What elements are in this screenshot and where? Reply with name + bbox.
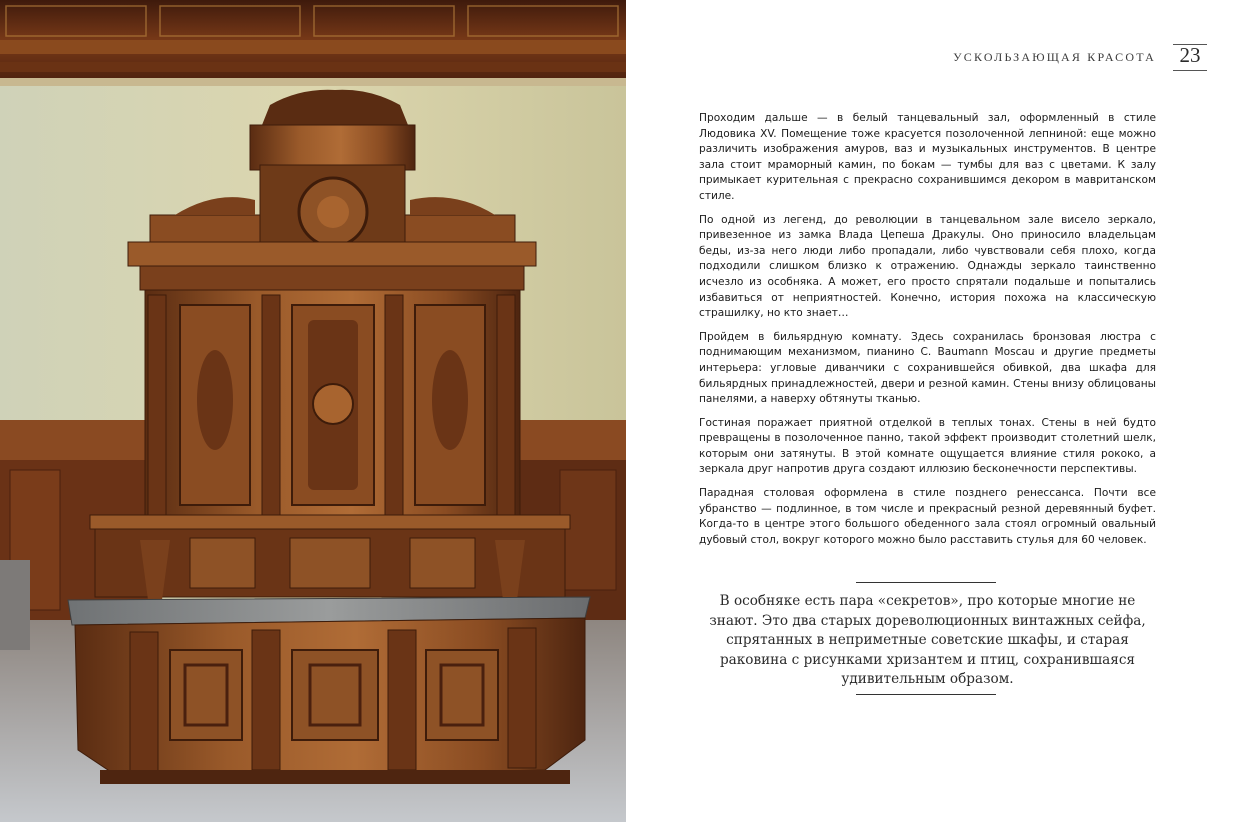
pull-quote-text: В особняке есть пара «секретов», про которые многие не знают. Это два старых дореволюционных винтажных сейфа, спрятанных в неприметные советские шкафы, и старая раковина с рисунками хризантем и птиц, сохранившаяся удивительным образом. xyxy=(709,593,1146,687)
quote-bottom-rule xyxy=(856,694,996,695)
paragraph: Гостиная поражает приятной отделкой в теплых тонах. Стены в ней будто превращены в позолоченное панно, такой эффект производит столетний шелк, которым они затянуты. В этой комнате ощущается влияние стиля рококо, а зеркала друг напротив друга создают иллюзию бесконечности перспективы. xyxy=(699,416,1156,476)
paragraph: Проходим дальше — в белый танцевальный зал, оформленный в стиле Людовика XV. Помещение тоже красуется позолоченной лепниной: еще можно различить изображения амуров, ваз и музыкальных инструментов. В центре зала стоит мраморный камин, по бокам — тумбы для ваз с цветами. К залу примыкает курительная с прекрасно сохранившимся декором в мавританском стиле. xyxy=(699,112,1156,202)
paragraph: По одной из легенд, до революции в танцевальном зале висело зеркало, привезенное из замка Влада Цепеша Дракулы. Оно приносило владельцам беды, из-за него люди либо пропадали, либо чувствовали себя плохо, когда подходили слишком близко к отражению. Однажды зеркало таинственно исчезло из особняка. А может, его просто спрятали подальше и попытались избавиться от неприятностей. Конечно, история похожа на классическую страшилку, но кто знает… xyxy=(699,213,1156,320)
page-number-bottom-rule xyxy=(1173,70,1207,71)
paragraph: Парадная столовая оформлена в стиле позднего ренессанса. Почти все убранство — подлинное, в том числе и прекрасный резной деревянный буфет. Когда-то в центре этого большого обеденного зала стоял огромный овальный дубовый стол, вокруг которого можно было расставить стулья для 60 человек. xyxy=(699,487,1156,546)
body-text xyxy=(699,111,1156,556)
paragraph: Пройдем в бильярдную комнату. Здесь сохранилась бронзовая люстра с поднимающим механизмом, пианино C. Baumann Moscau и другие предметы интерьера: угловые диванчики с сохранившейся обивкой, два шкафа для бильярдных принадлежностей, двери и резной камин. Стены внизу облицованы панелями, а наверху обтянуты тканью. xyxy=(699,330,1156,406)
pull-quote xyxy=(699,592,1156,690)
page-number: 23 xyxy=(1179,43,1201,67)
running-title: УСКОЛЬЗАЮЩАЯ КРАСОТА xyxy=(953,50,1156,64)
quote-top-rule xyxy=(856,582,996,583)
text-page xyxy=(626,0,1250,822)
